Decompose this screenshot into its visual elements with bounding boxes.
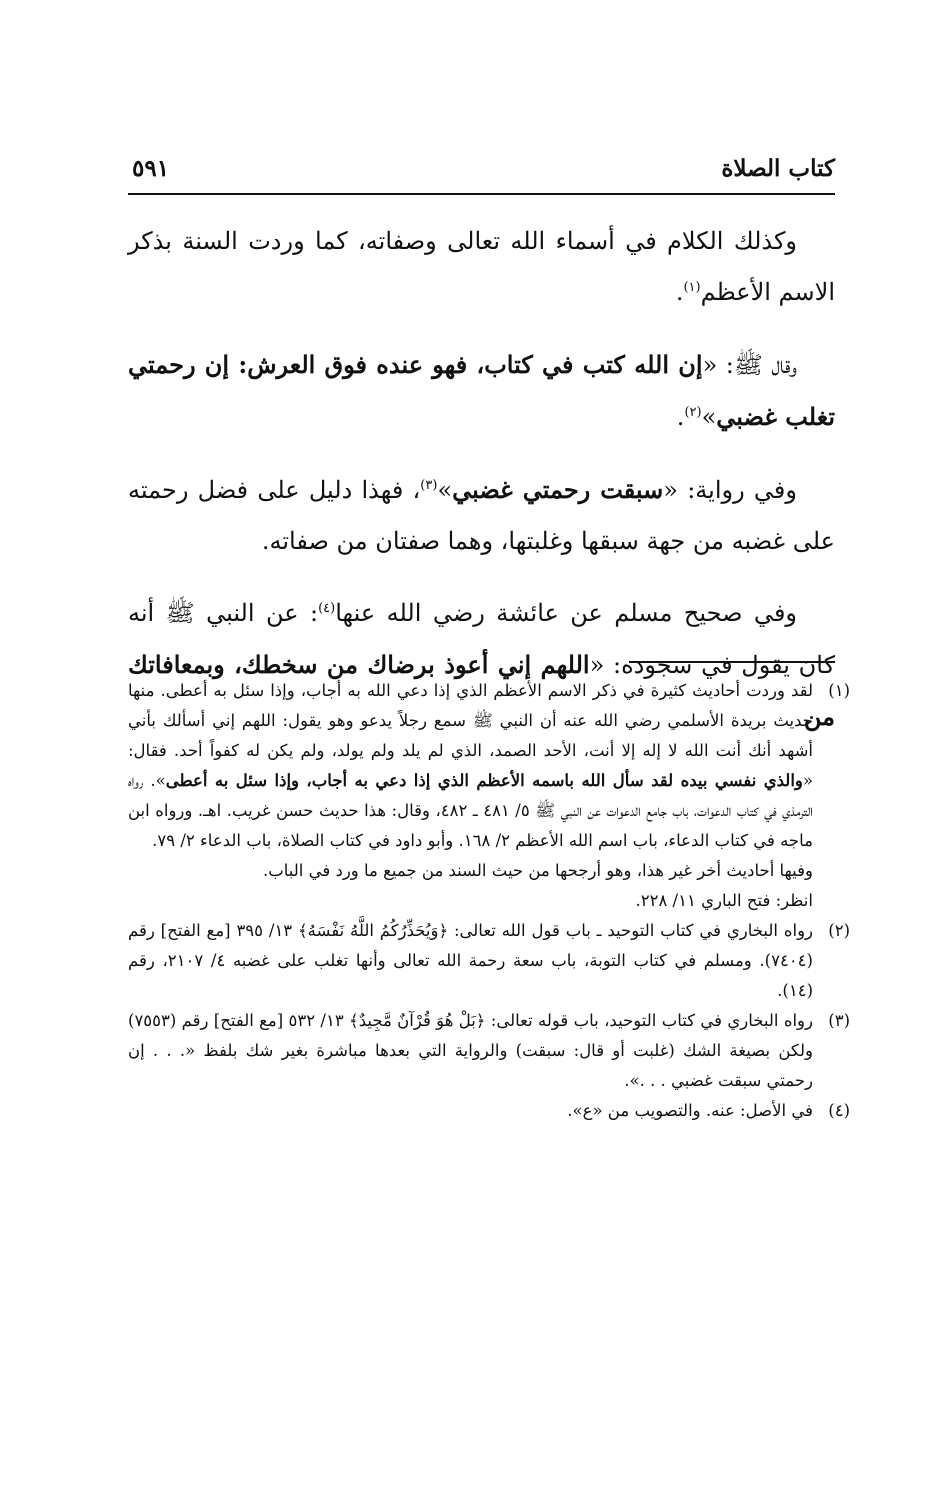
paragraph-3 <box>128 464 835 567</box>
chapter-title: كتاب الصلاة <box>721 155 835 182</box>
footnote-1-text-b: ». رواه الترمذي في كتاب الدعوات، باب جامع الدعوات عن النبي ﷺ ٥/ ٤٨١ ـ ٤٨٢، وقال: هذا حديث حسن غريب. اهـ. ورواه ابن ماجه في كتاب الدعاء، باب اسم الله الأعظم ٢/ ١٦٨. وأبو داود في كتاب الصلاة، باب الدعاء ٢/ ٧٩. <box>128 771 813 850</box>
footnote-1-extra-1: وفيها أحاديث أخر غير هذا، وهو أرجحها من حيث السند من جميع ما ورد في الباب. <box>262 861 813 880</box>
footnote-number: (٢) <box>828 921 850 940</box>
footnotes <box>128 676 850 1126</box>
footnote-ref-3[interactable]: (٣) <box>420 478 438 493</box>
main-text <box>128 216 835 743</box>
footnote-ref-4[interactable]: (٤) <box>318 601 336 616</box>
paragraph-4-mid: : عن النبي ﷺ أنه كان يقول في سجوده: « <box>128 599 836 679</box>
paragraph-1-text: وكذلك الكلام في أسماء الله تعالى وصفاته، كما وردت السنة بذكر الاسم الأعظم <box>128 227 835 306</box>
paragraph-2 <box>128 339 835 443</box>
footnote-separator <box>629 661 835 663</box>
footnote-number: (٤) <box>828 1101 850 1120</box>
paragraph-3-close: » <box>437 476 453 504</box>
footnote-1-text-a: لقد وردت أحاديث كثيرة في ذكر الاسم الأعظم الذي إذا دعي الله به أجاب، وإذا سئل به أعطى. منها حديث بريدة الأسلمي رضي الله عنه أن النبي ﷺ سمع رجلاً يدعو وهو يقول: اللهم إني أسألك بأني أشهد أنك أنت الله لا إله إلا أنت، الأحد الصمد، الذي لم يلد ولم يولد، ولم يكن له كفواً أحد. فقال: « <box>128 681 813 790</box>
footnote-1-quote: والذي نفسي بيده لقد سأل الله باسمه الأعظم الذي إذا دعي به أجاب، وإذا سئل به أعطى <box>165 771 803 790</box>
paragraph-2-close: » <box>701 403 717 431</box>
footnote-1-text <box>128 676 813 856</box>
footnote-3 <box>128 1006 850 1096</box>
paragraph-1-end: . <box>675 278 684 306</box>
footnote-2-text: رواه البخاري في كتاب التوحيد ـ باب قول الله تعالى: ﴿وَيُحَذِّرُكُمُ اللَّهُ نَفْسَهُ﴾ ١٣/ ٣٩٥ [مع الفتح] رقم (٧٤٠٤). ومسلم في كتاب التوبة، باب سعة رحمة الله تعالى وأنها تغلب على غضبه ٤/ ٢١٠٧، رقم (١٤). <box>128 921 814 1000</box>
footnote-ref-1[interactable]: (١) <box>683 280 701 295</box>
footnote-4 <box>128 1096 850 1126</box>
footnote-ref-2[interactable]: (٢) <box>684 405 702 420</box>
hadith-quote-1: إن الله كتب في كتاب، فهو عنده فوق العرش: إن رحمتي تغلب غضبي <box>128 350 835 431</box>
paragraph-1 <box>128 216 835 318</box>
footnote-3-text: رواه البخاري في كتاب التوحيد، باب قوله تعالى: ﴿بَلْ هُوَ قُرْآنٌ مَّجِيدٌ﴾ ١٣/ ٥٣٢ [مع الفتح] رقم (٧٥٥٣) ولكن بصيغة الشك (غلبت أو قال: سبقت) والرواية التي بعدها مباشرة بغير شك بلفظ «. . . إن رحمتي سبقت غضبي . . .». <box>128 1011 813 1090</box>
paragraph-3-lead: وفي رواية: « <box>663 476 797 504</box>
footnote-4-text: في الأصل: عنه. والتصويب من «ع». <box>567 1101 813 1120</box>
paragraph-2-lead: وقال ﷺ: « <box>702 351 797 379</box>
paragraph-3-rest: ، فهذا دليل على فضل رحمته على غضبه من جهة سبقها وغلبتها، وهما صفتان من صفاته. <box>128 476 835 555</box>
paragraph-2-end: . <box>676 403 685 431</box>
footnote-2 <box>128 916 850 1006</box>
footnote-number: (٣) <box>828 1011 850 1030</box>
footnote-1-extra-2: انظر: فتح الباري ١١/ ٢٢٨. <box>635 891 813 910</box>
footnote-1 <box>128 676 850 856</box>
page-number: ٥٩١ <box>132 155 170 182</box>
footnote-number: (١) <box>828 681 850 700</box>
hadith-quote-3: اللهم إني أعوذ برضاك من سخطك، وبمعافاتك من <box>128 650 835 731</box>
paragraph-4-lead: وفي صحيح مسلم عن عائشة رضي الله عنها <box>335 599 798 627</box>
running-header <box>128 153 835 195</box>
hadith-quote-2: سبقت رحمتي غضبي <box>452 475 664 504</box>
